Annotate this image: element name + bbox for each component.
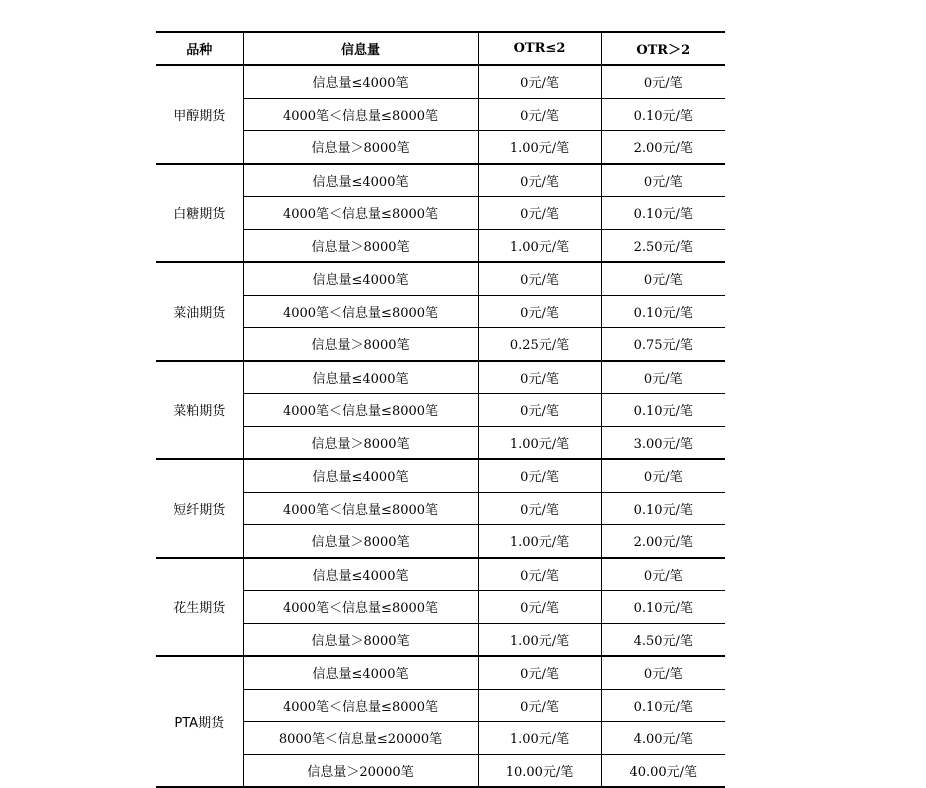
otr-low-cell: 0元/笔	[478, 197, 601, 230]
table-body	[156, 65, 725, 787]
otr-high-cell: 0元/笔	[601, 558, 725, 591]
table-row	[156, 164, 725, 197]
table-row	[156, 262, 725, 295]
volume-cell: 信息量≤4000笔	[243, 361, 478, 394]
otr-high-cell: 3.00元/笔	[601, 426, 725, 459]
table-row	[156, 65, 725, 98]
otr-low-cell: 0元/笔	[478, 295, 601, 328]
otr-high-cell: 0.10元/笔	[601, 591, 725, 624]
volume-cell: 信息量≤4000笔	[243, 164, 478, 197]
otr-high-cell: 0元/笔	[601, 459, 725, 492]
table-header	[156, 32, 725, 65]
otr-low-cell: 0元/笔	[478, 459, 601, 492]
otr-low-cell: 0元/笔	[478, 558, 601, 591]
otr-high-cell: 40.00元/笔	[601, 754, 725, 787]
volume-cell: 4000笔＜信息量≤8000笔	[243, 492, 478, 525]
volume-cell: 信息量＞8000笔	[243, 328, 478, 361]
header-otr-high: OTR＞2	[601, 32, 725, 65]
otr-low-cell: 1.00元/笔	[478, 525, 601, 558]
otr-high-cell: 0.10元/笔	[601, 689, 725, 722]
otr-high-cell: 0.10元/笔	[601, 492, 725, 525]
volume-cell: 信息量≤4000笔	[243, 656, 478, 689]
otr-low-cell: 10.00元/笔	[478, 754, 601, 787]
fee-table	[156, 31, 725, 788]
product-cell: 甲醇期货	[156, 65, 243, 164]
otr-high-cell: 2.00元/笔	[601, 525, 725, 558]
product-cell: PTA期货	[156, 656, 243, 787]
otr-high-cell: 0.10元/笔	[601, 197, 725, 230]
volume-cell: 信息量＞8000笔	[243, 525, 478, 558]
otr-high-cell: 0.75元/笔	[601, 328, 725, 361]
table-row	[156, 459, 725, 492]
table-row	[156, 656, 725, 689]
otr-low-cell: 0元/笔	[478, 98, 601, 131]
otr-low-cell: 0元/笔	[478, 689, 601, 722]
otr-low-cell: 0元/笔	[478, 394, 601, 427]
volume-cell: 4000笔＜信息量≤8000笔	[243, 295, 478, 328]
header-volume: 信息量	[243, 32, 478, 65]
otr-low-cell: 1.00元/笔	[478, 426, 601, 459]
volume-cell: 信息量＞20000笔	[243, 754, 478, 787]
otr-low-cell: 0元/笔	[478, 262, 601, 295]
volume-cell: 信息量≤4000笔	[243, 65, 478, 98]
otr-low-cell: 0.25元/笔	[478, 328, 601, 361]
otr-high-cell: 0元/笔	[601, 65, 725, 98]
otr-high-cell: 0元/笔	[601, 164, 725, 197]
otr-high-cell: 0元/笔	[601, 656, 725, 689]
otr-low-cell: 0元/笔	[478, 164, 601, 197]
otr-high-cell: 4.50元/笔	[601, 623, 725, 656]
header-row	[156, 32, 725, 65]
otr-low-cell: 0元/笔	[478, 65, 601, 98]
otr-low-cell: 1.00元/笔	[478, 623, 601, 656]
product-cell: 菜粕期货	[156, 361, 243, 460]
volume-cell: 4000笔＜信息量≤8000笔	[243, 98, 478, 131]
otr-low-cell: 0元/笔	[478, 361, 601, 394]
table-row	[156, 361, 725, 394]
otr-low-cell: 1.00元/笔	[478, 229, 601, 262]
header-otr-low: OTR≤2	[478, 32, 601, 65]
otr-low-cell: 0元/笔	[478, 591, 601, 624]
volume-cell: 4000笔＜信息量≤8000笔	[243, 689, 478, 722]
volume-cell: 4000笔＜信息量≤8000笔	[243, 197, 478, 230]
otr-low-cell: 1.00元/笔	[478, 722, 601, 755]
product-cell: 白糖期货	[156, 164, 243, 263]
table-row	[156, 558, 725, 591]
otr-high-cell: 0元/笔	[601, 361, 725, 394]
volume-cell: 信息量≤4000笔	[243, 459, 478, 492]
header-product: 品种	[156, 32, 243, 65]
product-cell: 花生期货	[156, 558, 243, 657]
otr-high-cell: 0.10元/笔	[601, 98, 725, 131]
product-cell: 短纤期货	[156, 459, 243, 558]
volume-cell: 8000笔＜信息量≤20000笔	[243, 722, 478, 755]
volume-cell: 信息量＞8000笔	[243, 623, 478, 656]
volume-cell: 信息量≤4000笔	[243, 558, 478, 591]
otr-low-cell: 0元/笔	[478, 656, 601, 689]
otr-high-cell: 0元/笔	[601, 262, 725, 295]
otr-high-cell: 0.10元/笔	[601, 394, 725, 427]
otr-high-cell: 4.00元/笔	[601, 722, 725, 755]
product-cell: 菜油期货	[156, 262, 243, 361]
otr-high-cell: 2.00元/笔	[601, 131, 725, 164]
volume-cell: 信息量＞8000笔	[243, 426, 478, 459]
otr-low-cell: 0元/笔	[478, 492, 601, 525]
otr-low-cell: 1.00元/笔	[478, 131, 601, 164]
volume-cell: 信息量≤4000笔	[243, 262, 478, 295]
volume-cell: 信息量＞8000笔	[243, 229, 478, 262]
volume-cell: 4000笔＜信息量≤8000笔	[243, 591, 478, 624]
otr-high-cell: 0.10元/笔	[601, 295, 725, 328]
volume-cell: 信息量＞8000笔	[243, 131, 478, 164]
volume-cell: 4000笔＜信息量≤8000笔	[243, 394, 478, 427]
otr-high-cell: 2.50元/笔	[601, 229, 725, 262]
